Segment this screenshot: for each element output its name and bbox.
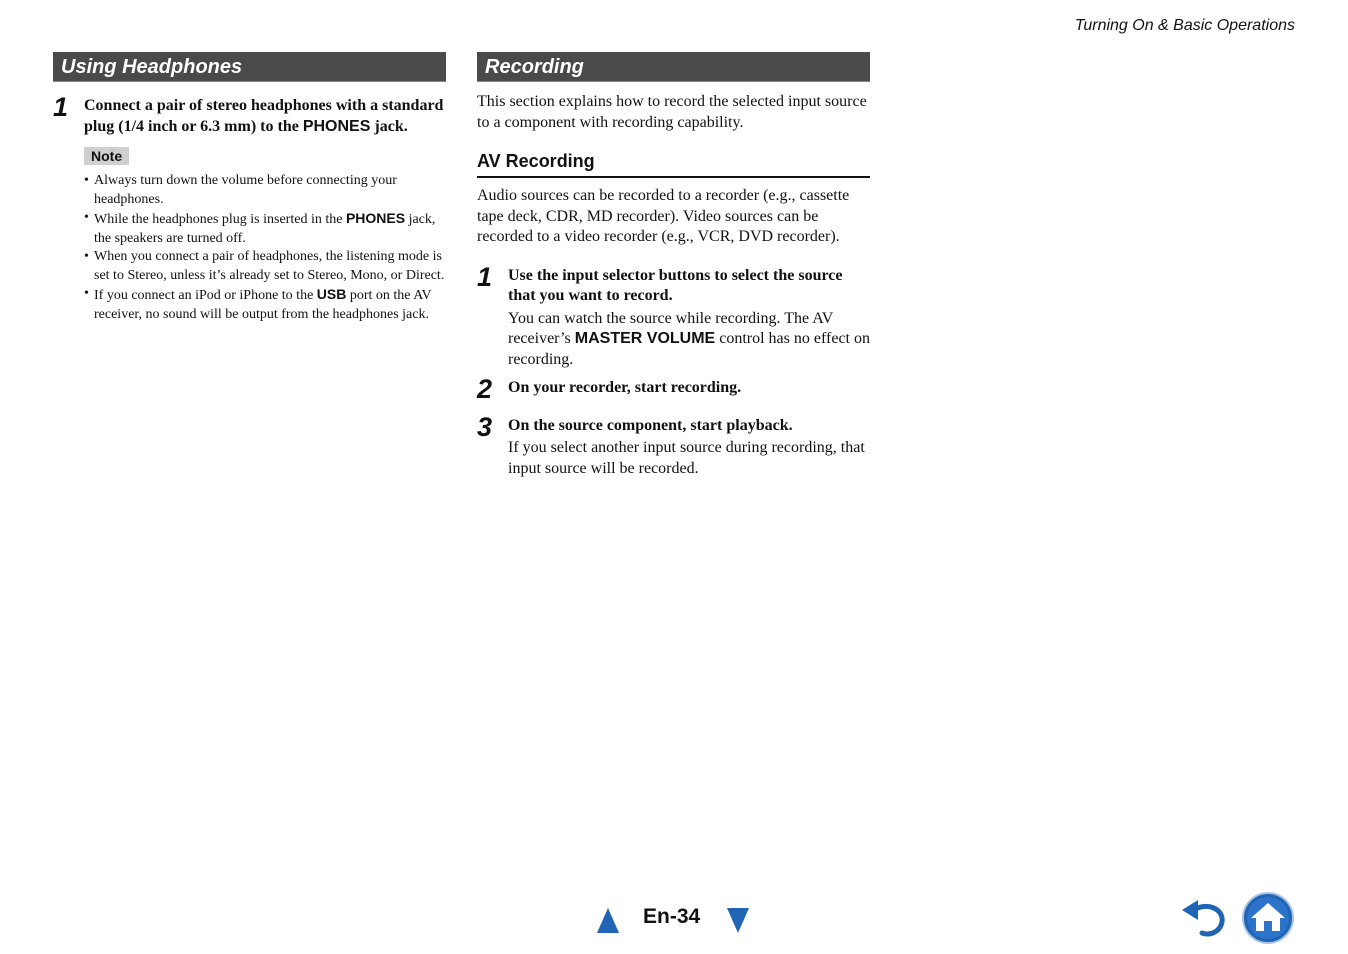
note-item <box>84 248 446 285</box>
step-body <box>508 309 870 371</box>
recording-step-1 <box>477 261 870 371</box>
note-item <box>84 209 446 248</box>
usb-keyword: USB <box>316 286 347 302</box>
step-number: 1 <box>53 92 69 122</box>
headphones-step-1 <box>53 92 446 324</box>
step-number: 3 <box>477 411 493 442</box>
step-number: 2 <box>477 374 493 404</box>
note-label: Note <box>84 147 129 165</box>
note-text-end: jack, the speakers are turned off. <box>94 212 436 246</box>
step-title-text: Connect a pair of stereo headphones with a standard plug (1/4 inch or 6.3 mm) to the <box>84 97 444 135</box>
recording-step-3 <box>477 411 870 480</box>
note-text-end: port on the AV receiver, no sound will be output from the headphones jack. <box>94 288 432 322</box>
note-list <box>84 172 446 324</box>
step-title: On your recorder, start recording. <box>508 379 742 396</box>
triangle-up-icon[interactable] <box>597 908 619 933</box>
step-body: If you select another input source during recording, that input source will be recorded. <box>508 439 865 477</box>
step-title: Use the input selector buttons to select the source that you want to record. <box>508 266 843 304</box>
recording-section <box>477 52 870 479</box>
using-headphones-section <box>53 52 446 324</box>
recording-heading: Recording <box>477 52 870 82</box>
note-text: Always turn down the volume before connecting your headphones. <box>94 173 397 207</box>
triangle-down-icon[interactable] <box>727 908 749 933</box>
av-recording-subheading: AV Recording <box>477 151 870 178</box>
step-number: 1 <box>477 261 493 292</box>
home-icon[interactable] <box>1241 891 1295 945</box>
page-footer <box>0 898 1348 938</box>
recording-step-2 <box>477 374 870 404</box>
page-number: En-34 <box>643 905 701 928</box>
note-text: If you connect an iPod or iPhone to the <box>94 288 317 303</box>
note-item <box>84 285 446 324</box>
back-arrow-icon[interactable] <box>1180 898 1228 938</box>
step-title: On the source component, start playback. <box>508 416 793 434</box>
step-title <box>84 96 446 137</box>
note-text: When you connect a pair of headphones, the listening mode is set to Stereo, unless it’s already set to Stereo, Mono, or Direct. <box>94 249 445 283</box>
step-body-text-end: control has no effect on recording. <box>508 330 870 368</box>
av-recording-intro: Audio sources can be recorded to a recorder (e.g., cassette tape deck, CDR, MD recorder). Video sources can be recorded to a video recorder (e.g., VCR, DVD recorder). <box>477 187 850 245</box>
step-title-text-end: jack. <box>370 117 408 135</box>
phones-keyword: PHONES <box>345 210 406 226</box>
note-item <box>84 172 446 209</box>
recording-intro: This section explains how to record the selected input source to a component with recording capability. <box>477 93 867 131</box>
master-volume-keyword: MASTER VOLUME <box>574 330 716 347</box>
phones-keyword: PHONES <box>302 117 371 135</box>
step-body-text: You can watch the source while recording. The AV receiver’s <box>508 309 833 347</box>
page-section-title: Turning On & Basic Operations <box>1074 17 1295 34</box>
note-text: While the headphones plug is inserted in the <box>94 212 346 227</box>
using-headphones-heading: Using Headphones <box>53 52 446 82</box>
